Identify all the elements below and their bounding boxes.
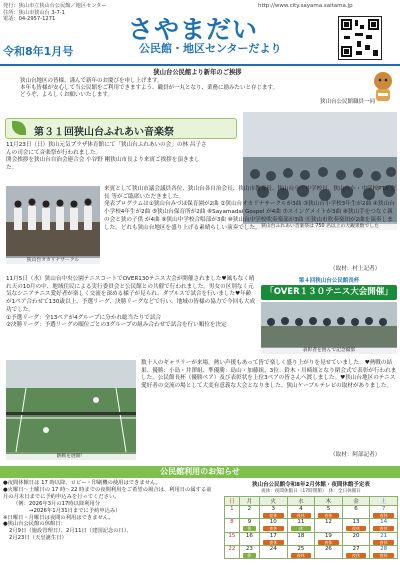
calendar-day-cell <box>315 506 343 519</box>
calendar-day-cell <box>315 532 343 545</box>
calendar-day-number: 9 <box>247 519 252 526</box>
calendar-day-number: 19 <box>324 532 332 539</box>
calendar-day-cell <box>287 519 315 532</box>
qr-code-icon[interactable] <box>338 16 382 60</box>
weekday-header: 土 <box>370 497 398 506</box>
body-paragraph: 発表プログラムは①狭山台みづほ保育園が2曲 ②狭山台オカリナサークルが3曲 ③狭山台小学校3年生が2曲 ④狭山台小学校4年生が2曲 ⑤狭山台保育所が2曲 ⑥Sayamadai Gospel が4曲 ⑦スイングメイトが3曲 ⑧狭山手をつなぐ親の会と狭の子供 が4曲 ⑨狭山中学校合唱部が3曲 ⑩狭山台中学校吹奏楽部が3曲 ⑪狭山市吹奏楽団が2曲を演奏しました。どれも狭山台地区を盛り上げる素晴らしい演奏でした。 <box>104 201 395 231</box>
website-url[interactable]: http://www.city.sayama.saitama.jp <box>258 3 353 9</box>
calendar-day-cell <box>370 545 398 558</box>
music-festival-body <box>104 186 396 232</box>
closure-calendar <box>224 496 398 559</box>
calendar-day-cell <box>342 532 370 545</box>
award-photo-caption: 表彰者を囲んで記念撮影 <box>261 348 397 354</box>
music-festival-intro <box>6 142 208 173</box>
calendar-day-cell <box>287 506 315 519</box>
calendar-week-row <box>225 519 398 532</box>
calendar-day-number: 1 <box>230 506 234 512</box>
calendar-day-number: 21 <box>380 532 388 539</box>
weekday-header: 火 <box>259 497 287 506</box>
weekday-header: 日 <box>225 497 240 506</box>
intro-line: 11月23日（日）狭山元気プラザ体育館にて「狭山台ふれあいの会」の林 昌子さんの司会にて音楽祭が行われました。 <box>6 142 207 156</box>
calendar-day-cell <box>259 506 287 519</box>
closure-badge: 夜休 <box>318 540 339 545</box>
tennis-title-box <box>261 285 397 300</box>
music-festival-credit: （取材：村上記者） <box>330 266 381 272</box>
closure-badge: 夜休 <box>373 540 394 545</box>
calendar-day-cell <box>342 519 370 532</box>
calendar-day-number: 7 <box>381 506 386 512</box>
calendar-day-cell <box>287 545 315 558</box>
mascot-illustration <box>372 70 394 102</box>
calendar-day-cell <box>370 506 398 519</box>
tennis-court-illustration <box>6 360 136 452</box>
calendar-week-row <box>225 532 398 545</box>
closure-badge: 夜休 <box>373 513 394 518</box>
closure-badge: 夜休 <box>346 553 367 558</box>
calendar-day-cell <box>370 519 398 532</box>
closure-badge: 休 <box>291 526 312 531</box>
calendar-day-number: 8 <box>230 519 234 526</box>
tennis-body-2: 数十人のギャラリーが来場。熱い声援もあって皆で楽しく盛り上がりを見せていました。♥熱戦の結果、優勝：小島・井澤組、準優勝：島山・加藤組、3位：鈴木・川崎組となり閉会式で表彰が行われました。公民館長杯（優勝ペア）及び表彰状を上位3ペアの皆さんへ渡しました。♥狭山台地区のテニス愛好者の交流の場として大変有意義な大会となりました。狭山ケーブルテレビの取材がありました。 <box>141 360 397 390</box>
award-group-illustration <box>261 302 397 347</box>
calendar-day-cell <box>225 506 240 519</box>
calendar-day-cell <box>239 506 259 519</box>
closure-badge: 休 <box>243 526 256 531</box>
calendar-week-row <box>225 545 398 558</box>
intro-line: 開会挨拶を狭山台自治会連合会 小谷野 剛狭山市長より来賓ご挨拶を頂きました。 <box>6 157 200 172</box>
calendar-day-number: 10 <box>269 519 277 526</box>
greeting-line: どうぞ、よろしくお願いいたします。 <box>20 92 113 99</box>
tennis-body <box>6 276 256 330</box>
calendar-title: 狭山台公民館令和8年2月休館・夜間休館予定表 <box>252 482 370 488</box>
closure-badge: 夜休 <box>346 526 367 531</box>
calendar-day-number: 4 <box>299 506 303 512</box>
calendar-day-number: 22 <box>228 545 236 552</box>
newsletter-title: さやまだい <box>128 15 259 44</box>
closure-badge: 夜休 <box>263 540 284 545</box>
new-year-greeting <box>20 67 375 107</box>
facility-info-list <box>3 480 215 542</box>
publisher-info <box>3 3 107 23</box>
tennis-award-photo <box>261 302 397 354</box>
greeting-line: 狭山台地区の皆様、謹んで新年のお慶びを申し上げます。 <box>20 78 163 84</box>
match-photo-caption: 熱戦を展開！ <box>6 454 136 460</box>
calendar-day-number: 3 <box>271 506 275 512</box>
calendar-day-number: 28 <box>380 545 388 552</box>
publisher-line: 発行：狭山市立狭山台公民館／地区センター <box>3 3 107 9</box>
audience-photo-caption: 狭山台ふれあい音楽祭は 750 名以上の大観衆数でした <box>243 224 397 230</box>
calendar-day-cell <box>225 532 240 545</box>
header-divider <box>0 64 400 66</box>
weekday-header: 水 <box>287 497 315 506</box>
calendar-day-cell <box>370 532 398 545</box>
closure-badge: 夜休 <box>373 553 394 558</box>
calendar-day-number: 11 <box>297 519 305 526</box>
closure-badge: 夜休 <box>291 553 312 558</box>
music-festival-title: 第３１回狭山台ふれあい音楽祭 <box>34 127 174 138</box>
calendar-day-number: 2 <box>247 506 252 512</box>
calendar-day-cell <box>315 545 343 558</box>
newsletter-header <box>0 0 400 66</box>
calendar-header-row <box>225 497 398 506</box>
facility-info-title: 公民館利用のお知らせ <box>160 467 240 476</box>
calendar-week-row <box>225 506 398 519</box>
calendar-day-number: 24 <box>269 545 277 552</box>
greeting-line: 本年も皆様が安心して当公民館をご利用できますよう、職員が一丸となり、業務に励みたいと存じます。 <box>20 85 279 92</box>
calendar-day-cell <box>342 506 370 519</box>
address-line: 住所：狭山市狭山台 3-7-1 <box>3 9 65 16</box>
info-item: 2月9日（施設管理日）、2月11日（建国記念の日）、 <box>9 528 132 535</box>
calendar-day-number: 27 <box>352 545 360 552</box>
calendar-day-number: 16 <box>245 532 253 539</box>
body-paragraph: ②決勝リーグ：予選リーグの順位ごとの3グループの組み合わせで試合を行い順位を決定 <box>6 322 227 329</box>
tennis-credit: （取材：阿部記者） <box>330 452 381 458</box>
closure-badge: 夜休 <box>291 513 312 518</box>
body-paragraph: 11月5日（水）狭山台中央公園テニスコートでOVER130テニス大会が開催されました♥風もなく晴れ天の10月の中、地域住民による実行委員会と公民館との共催で行われました。男女の区別なく元気なシニアテニス愛好者が楽しく交流を深める様子が見られ、ダブルスで試合を行いました♥年齢が1ペア合わせて130歳以上、予選リーグ、決勝リーグなどで行い、地域の皆様の協力で今回も大成功でした。 <box>6 276 255 313</box>
info-item: ※日曜日・月曜日は夜間の利用はできません。 <box>3 514 114 521</box>
closure-badge: 夜休 <box>263 526 284 531</box>
calendar-day-number: 12 <box>324 519 332 526</box>
ocarina-illustration <box>6 186 100 256</box>
calendar-day-cell <box>287 532 315 545</box>
greeting-title: 狭山台公民館より新年のご挨拶 <box>153 69 242 76</box>
closure-badge: 夜休 <box>263 513 284 518</box>
calendar-day-cell <box>315 519 343 532</box>
issue-label: 令和8年1月号 <box>3 45 74 58</box>
info-item: ●狭山台公民館の休館日： <box>3 521 66 528</box>
calendar-legend: 夜休：夜間休館日（17時閉館） 休：全日休館日 <box>260 489 362 494</box>
calendar-day-number: 20 <box>352 532 360 539</box>
facility-info-bar <box>0 466 400 478</box>
calendar-day-number: 15 <box>228 532 236 539</box>
calendar-day-number: 25 <box>297 545 305 552</box>
calendar-day-cell <box>225 545 240 558</box>
calendar-day-cell <box>239 545 259 558</box>
phone-line: 電話：04-2957-1271 <box>3 16 56 23</box>
calendar-day-cell <box>342 545 370 558</box>
closure-badge: 休 <box>243 553 256 558</box>
tennis-title: 「OVER１３０テニス大会開催」 <box>265 287 393 297</box>
info-item: 2月23日（天皇誕生日） <box>9 535 67 542</box>
info-item: ●火曜日〜土曜日の 17 時〜22 時までの夜間利用をご希望の場合は、利用日の属する前月の月末日までに予約申込みを行ってください。 <box>3 486 212 500</box>
music-festival-heading <box>5 118 237 139</box>
calendar-day-cell <box>259 545 287 558</box>
body-paragraph: 来賓として狭山市議会議員各位、狭山台各自治会長、狭山市教育長、狭山台小・中学校長、狭山台小・中学校PTA 会長 等がご臨席いただきました。 <box>104 186 396 200</box>
tennis-match-photo <box>6 360 136 460</box>
body-paragraph: ①予選リーグ：全13ペアが4グループに分かれ総当たりで試合 <box>6 314 162 321</box>
calendar-day-cell <box>225 519 240 532</box>
calendar-day-number: 18 <box>297 532 305 539</box>
calendar-day-cell <box>239 532 259 545</box>
closure-badge: 夜休 <box>318 513 339 518</box>
closure-badge: 夜休 <box>373 526 394 531</box>
calendar-body <box>225 506 398 559</box>
weekday-header: 木 <box>315 497 343 506</box>
ocarina-photo-caption: 狭山台オカリナサークル <box>6 258 100 264</box>
ocarina-photo <box>6 186 100 264</box>
calendar-day-number: 6 <box>354 506 358 512</box>
calendar-day-cell <box>239 519 259 532</box>
leaf-icon <box>12 121 26 135</box>
tennis-heading: 第４回狭山台公民館長杯 <box>298 278 360 284</box>
calendar-day-cell <box>259 519 287 532</box>
info-item: （例：2026年3月の17時以降利用分 <box>13 500 101 507</box>
info-item: ●夜間休館日は 17 時以降、ロビー・印刷機の使用はできません。 <box>3 480 161 486</box>
info-item: →2026年1月31日までに予約申込み） <box>29 507 121 514</box>
greeting-signature: 狭山台公民館職員一同 <box>319 99 375 105</box>
weekday-header: 金 <box>342 497 370 506</box>
calendar-day-number: 26 <box>324 545 332 552</box>
calendar-day-number: 23 <box>245 545 253 552</box>
weekday-header: 月 <box>239 497 259 506</box>
calendar-day-number: 5 <box>326 506 331 512</box>
calendar-day-number: 14 <box>380 519 388 526</box>
calendar-day-number: 17 <box>269 532 277 539</box>
calendar-day-cell <box>259 532 287 545</box>
newsletter-subtitle: 公民館・地区センターだより <box>139 42 282 55</box>
calendar-day-number: 13 <box>352 519 360 526</box>
